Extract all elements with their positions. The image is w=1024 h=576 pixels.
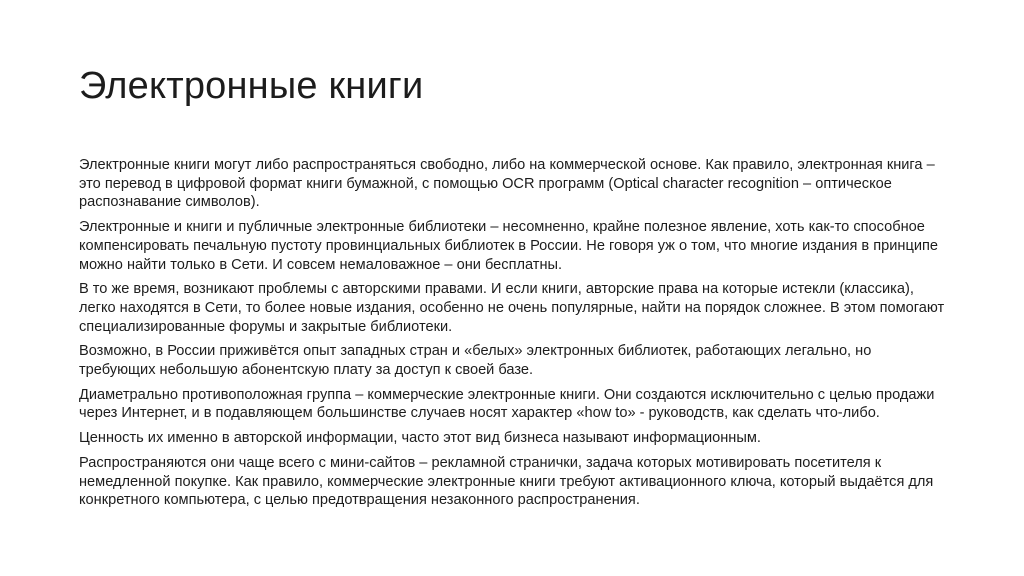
paragraph: Возможно, в России приживётся опыт западных стран и «белых» электронных библиотек, работающих легально, но требующих небольшую абонентскую плату за доступ к своей базе. — [79, 343, 872, 379]
paragraph: В то же время, возникают проблемы с авторскими правами. И если книги, авторские права на которые истекли (классика), легко находятся в Сети, то более новые издания, особенно не очень популярные, найти на порядок сложнее. В этом помогают специализированные форумы и закрытые библиотеки. — [79, 281, 945, 335]
paragraph: Электронные книги могут либо распространяться свободно, либо на коммерческой основе. Как правило, электронная книга – это перевод в цифровой формат книги бумажной, с помощью OCR программ (Optical character recognition – оптическое распознавание символов). — [79, 157, 935, 211]
paragraph: Распространяются они чаще всего с мини-сайтов – рекламной странички, задача которых мотивировать посетителя к немедленной покупке. Как правило, коммерческие электронные книги требуют активационного ключа, который выдаётся для конкретного компьютера, с целью предотвращения незаконного распространения. — [79, 454, 934, 509]
slide-title: Электронные книги — [79, 65, 424, 107]
paragraph: Диаметрально противоположная группа – коммерческие электронные книги. Они создаются исключительно с целью продажи через Интернет, и в подавляющем большинстве случаев носят характер «how to» - руководств, как сделать что-либо. — [79, 386, 935, 422]
slide-body — [79, 156, 949, 516]
paragraph: Ценность их именно в авторской информации, часто этот вид бизнеса называют информационным. — [79, 430, 761, 447]
paragraph: Электронные и книги и публичные электронные библиотеки – несомненно, крайне полезное явление, хоть как-то способное компенсировать печальную пустоту провинциальных библиотек в России. Не говоря уж о том, что многие издания в принципе можно найти только в Сети. И совсем немаловажное – они бесплатны. — [79, 219, 938, 273]
